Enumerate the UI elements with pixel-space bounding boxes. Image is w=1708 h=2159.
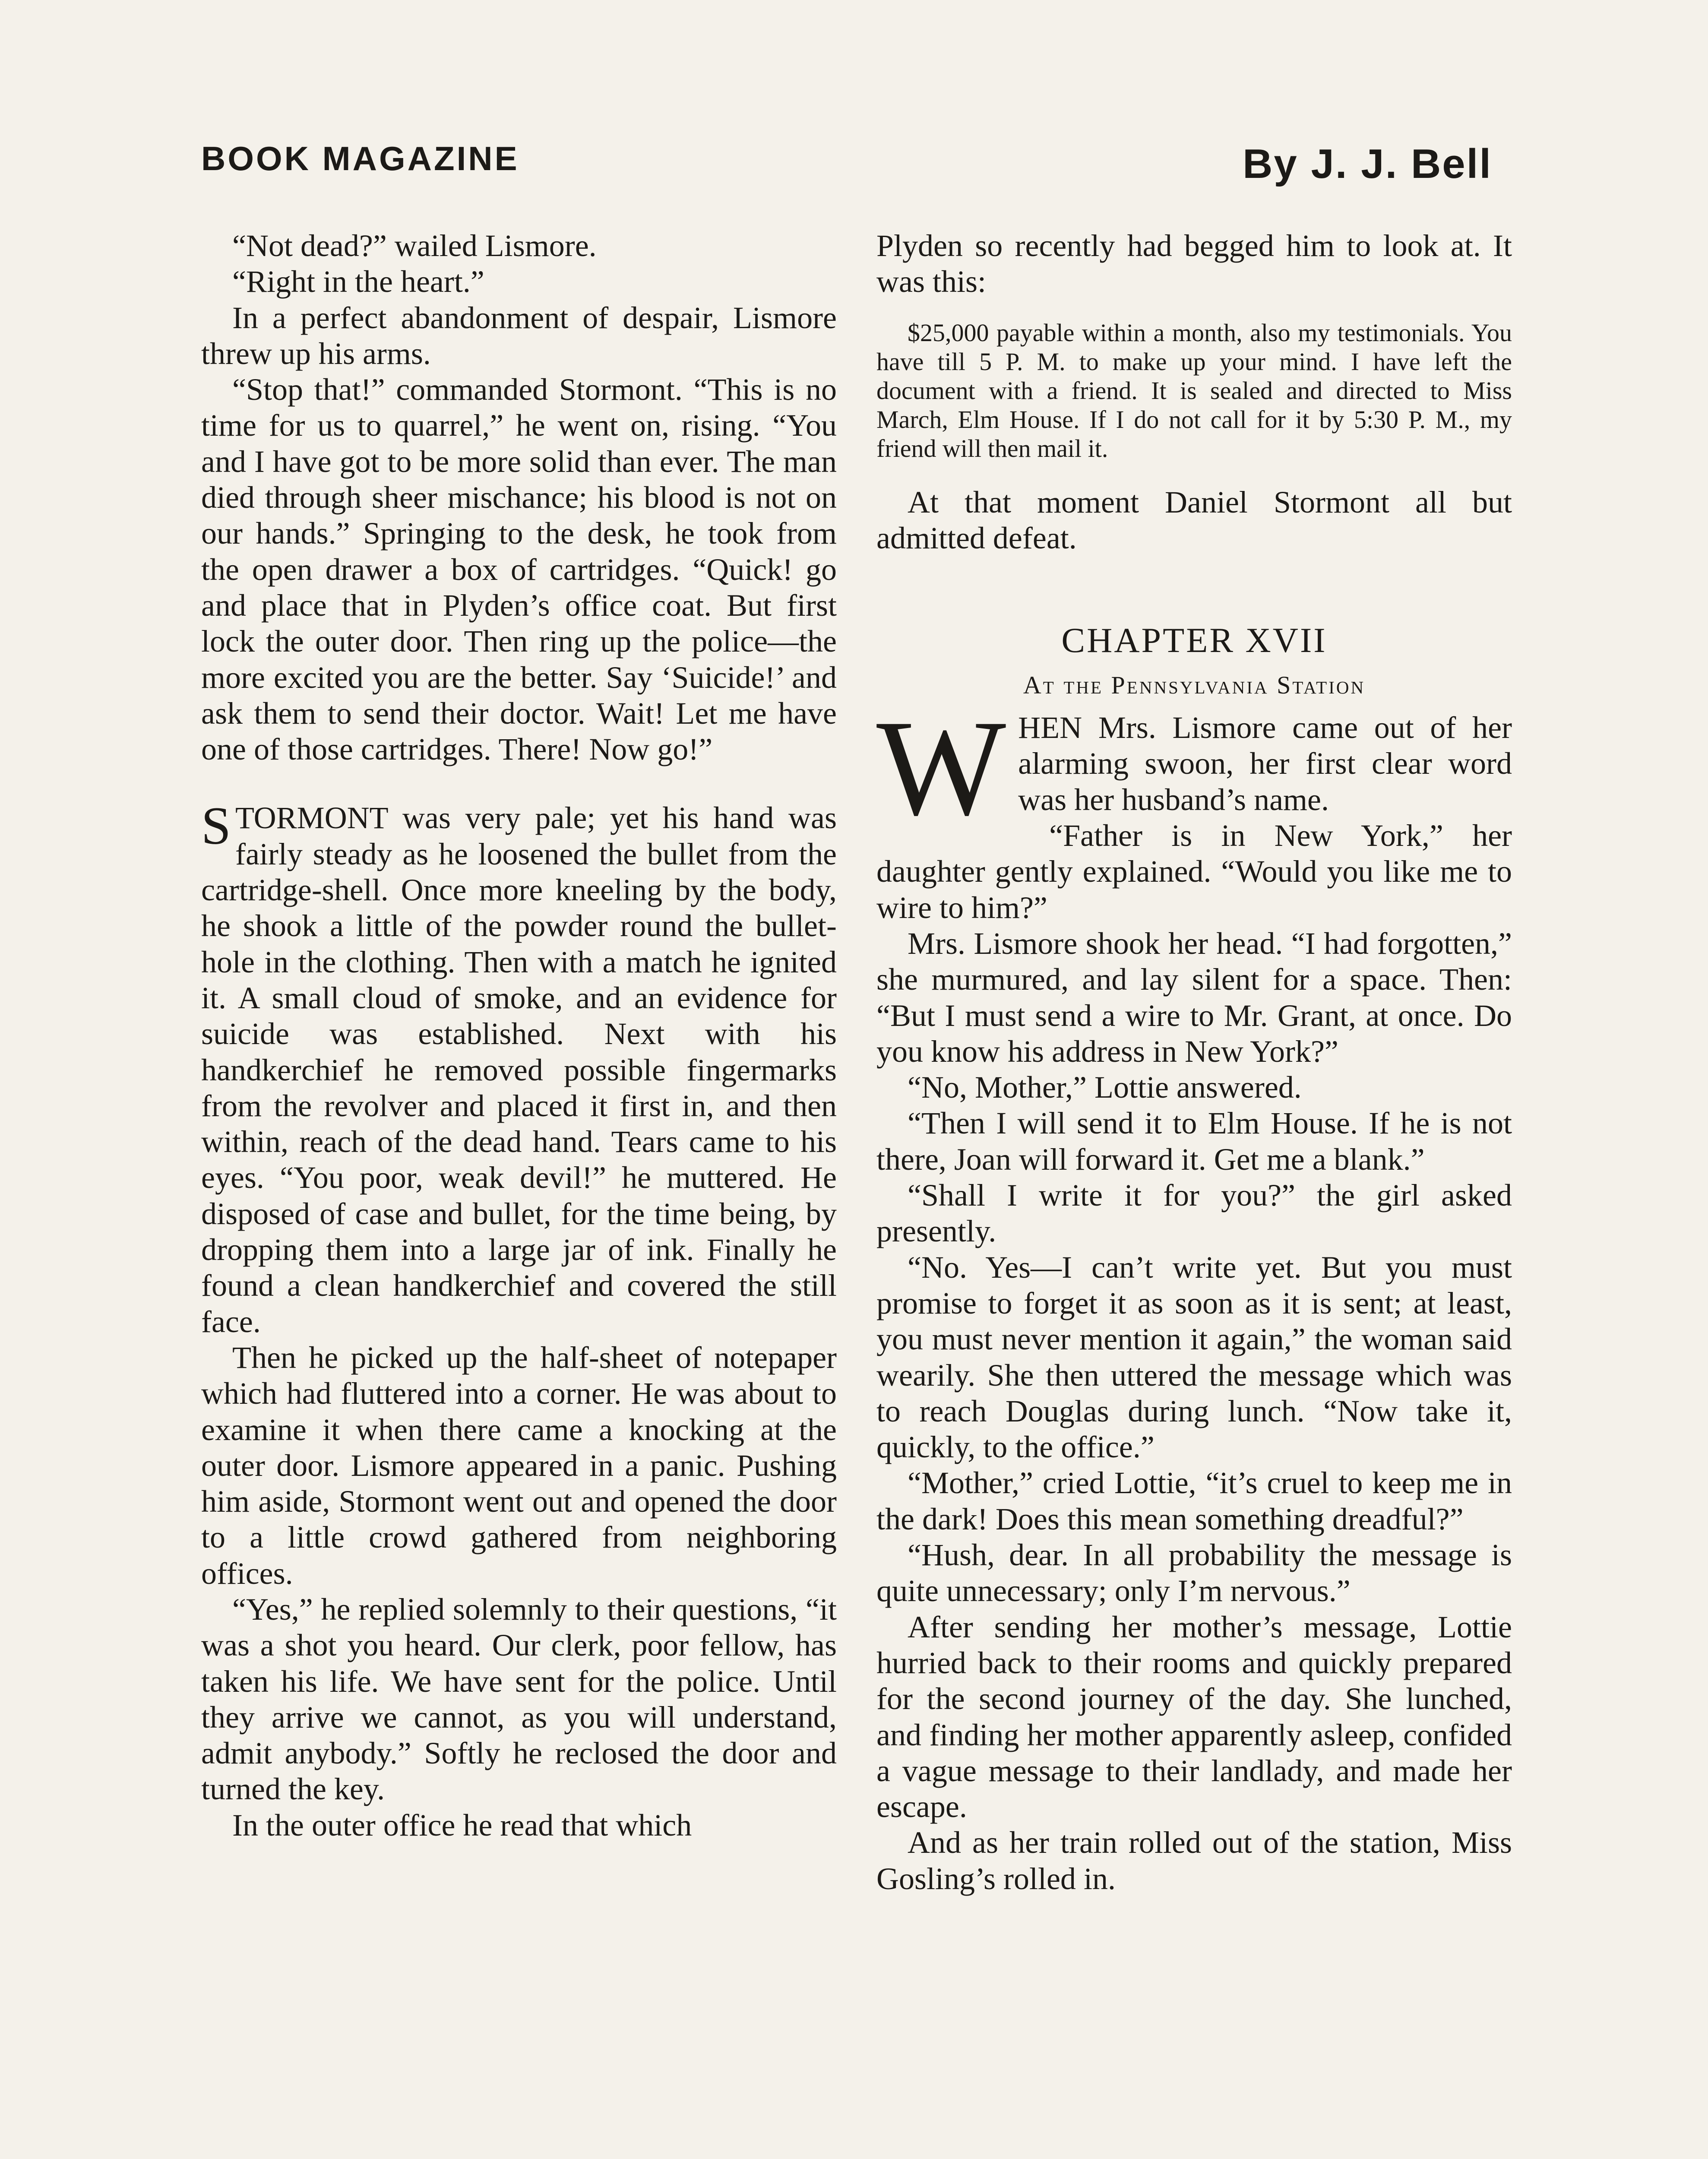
paragraph: HEN Mrs. Lismore came out of her alarming swoon, her first clear word was her husband’s name.: [1018, 710, 1512, 817]
paragraph: And as her train rolled out of the station, Miss Gosling’s rolled in.: [876, 1825, 1512, 1896]
chapter-subtitle: At the Pennsylvania Station: [1023, 671, 1366, 700]
paragraph: “Yes,” he replied solemnly to their questions, “it was a shot you heard. Our clerk, poor fellow, has taken his life. We have sent for the police. Until they arrive we cannot, as you will understand, admit anybody.” Softly he reclosed the door and turned the key.: [201, 1592, 837, 1807]
paragraph: “Then I will send it to Elm House. If he is not there, Joan will forward it. Get me a blank.”: [876, 1106, 1512, 1177]
paragraph: In a perfect abandonment of despair, Lismore threw up his arms.: [201, 300, 837, 371]
chapter-opening: [876, 692, 1512, 844]
chapter-title: CHAPTER XVII: [1061, 620, 1327, 660]
paragraph: “Shall I write it for you?” the girl asked presently.: [876, 1178, 1512, 1249]
paragraph: “Not dead?” wailed Lismore.: [232, 228, 597, 263]
left-column: [201, 228, 837, 1843]
paragraph: After sending her mother’s message, Lottie hurried back to their rooms and quickly prepared for the second journey of the day. She lunched, and finding her mother apparently asleep, confided a vague message to their landlady, and made her escape.: [876, 1609, 1512, 1824]
paragraph: In the outer office he read that which: [232, 1808, 692, 1842]
drop-cap: W: [876, 692, 1006, 844]
paragraph: “No, Mother,” Lottie answered.: [908, 1070, 1302, 1105]
paragraph: Mrs. Lismore shook her head. “I had forgotten,” she murmured, and lay silent for a space. Then: “But I must send a wire to Mr. Grant, at once. Do you know his address in New York?”: [876, 926, 1512, 1069]
quoted-letter: $25,000 payable within a month, also my testimonials. You have till 5 P. M. to make up your mind. I have left the document with a friend. It is sealed and directed to Miss March, Elm House. If I do not call for it by 5:30 P. M., my friend will then mail it.: [876, 318, 1512, 462]
chapter-break: [876, 556, 1512, 621]
paragraph: Plyden so recently had begged him to look at. It was this:: [876, 228, 1512, 299]
initial-letter: S: [201, 796, 231, 856]
paragraph: Then he picked up the half-sheet of notepaper which had fluttered into a corner. He was about to examine it when there came a knocking at the outer door. Lismore appeared in a panic. Pushing him aside, Stormont went out and opened the door to a little crowd gathered from neighboring offices.: [201, 1340, 837, 1591]
paragraph: “Hush, dear. In all probability the message is quite unnecessary; only I’m nervous.”: [876, 1538, 1512, 1608]
paragraph: “Father is in New York,” her daughter gently explained. “Would you like me to wire to him?”: [876, 818, 1512, 925]
paragraph: “Stop that!” commanded Stormont. “This is no time for us to quarrel,” he went on, rising. “You and I have got to be more solid than ever. The man died through sheer mischance; his blood is not on our hands.” Springing to the desk, he took from the open drawer a box of cartridges. “Quick! go and place that in Plyden’s office coat. But first lock the outer door. Then ring up the police—the more excited you are the better. Say ‘Suicide!’ and ask them to send their doctor. Wait! Let me have one of those cartridges. There! Now go!”: [201, 372, 837, 767]
paragraph: At that moment Daniel Stormont all but admitted defeat.: [876, 484, 1512, 555]
paragraph: “Mother,” cried Lottie, “it’s cruel to keep me in the dark! Does this mean something dreadful?”: [876, 1466, 1512, 1536]
right-column: [876, 228, 1512, 1897]
paragraph: “Right in the heart.”: [232, 264, 484, 299]
publication-title: BOOK MAGAZINE: [201, 139, 519, 177]
section-break: [201, 767, 837, 800]
paragraph: “No. Yes—I can’t write yet. But you must promise to forget it as soon as it is sent; at least, you must never mention it again,” the woman said wearily. She then uttered the message which was to reach Douglas during lunch. “Now take it, quickly, to the office.”: [876, 1250, 1512, 1465]
section-opening: [201, 796, 837, 1339]
paragraph: TORMONT was very pale; yet his hand was fairly steady as he loosened the bullet from the cartridge-shell. Once more kneeling by the body, he shook a little of the powder round the bullet-hole in the clothing. Then with a match he ignited it. A small cloud of smoke, and an evidence for suicide was established. Next with his handkerchief he removed possible fingermarks from the revolver and placed it first in, and then within, reach of the dead hand. Tears came to his eyes. “You poor, weak devil!” he muttered. He disposed of case and bullet, for the time being, by dropping them into a large jar of ink. Finally he found a clean handkerchief and covered the still face.: [201, 801, 837, 1339]
byline: By J. J. Bell: [1243, 141, 1492, 187]
